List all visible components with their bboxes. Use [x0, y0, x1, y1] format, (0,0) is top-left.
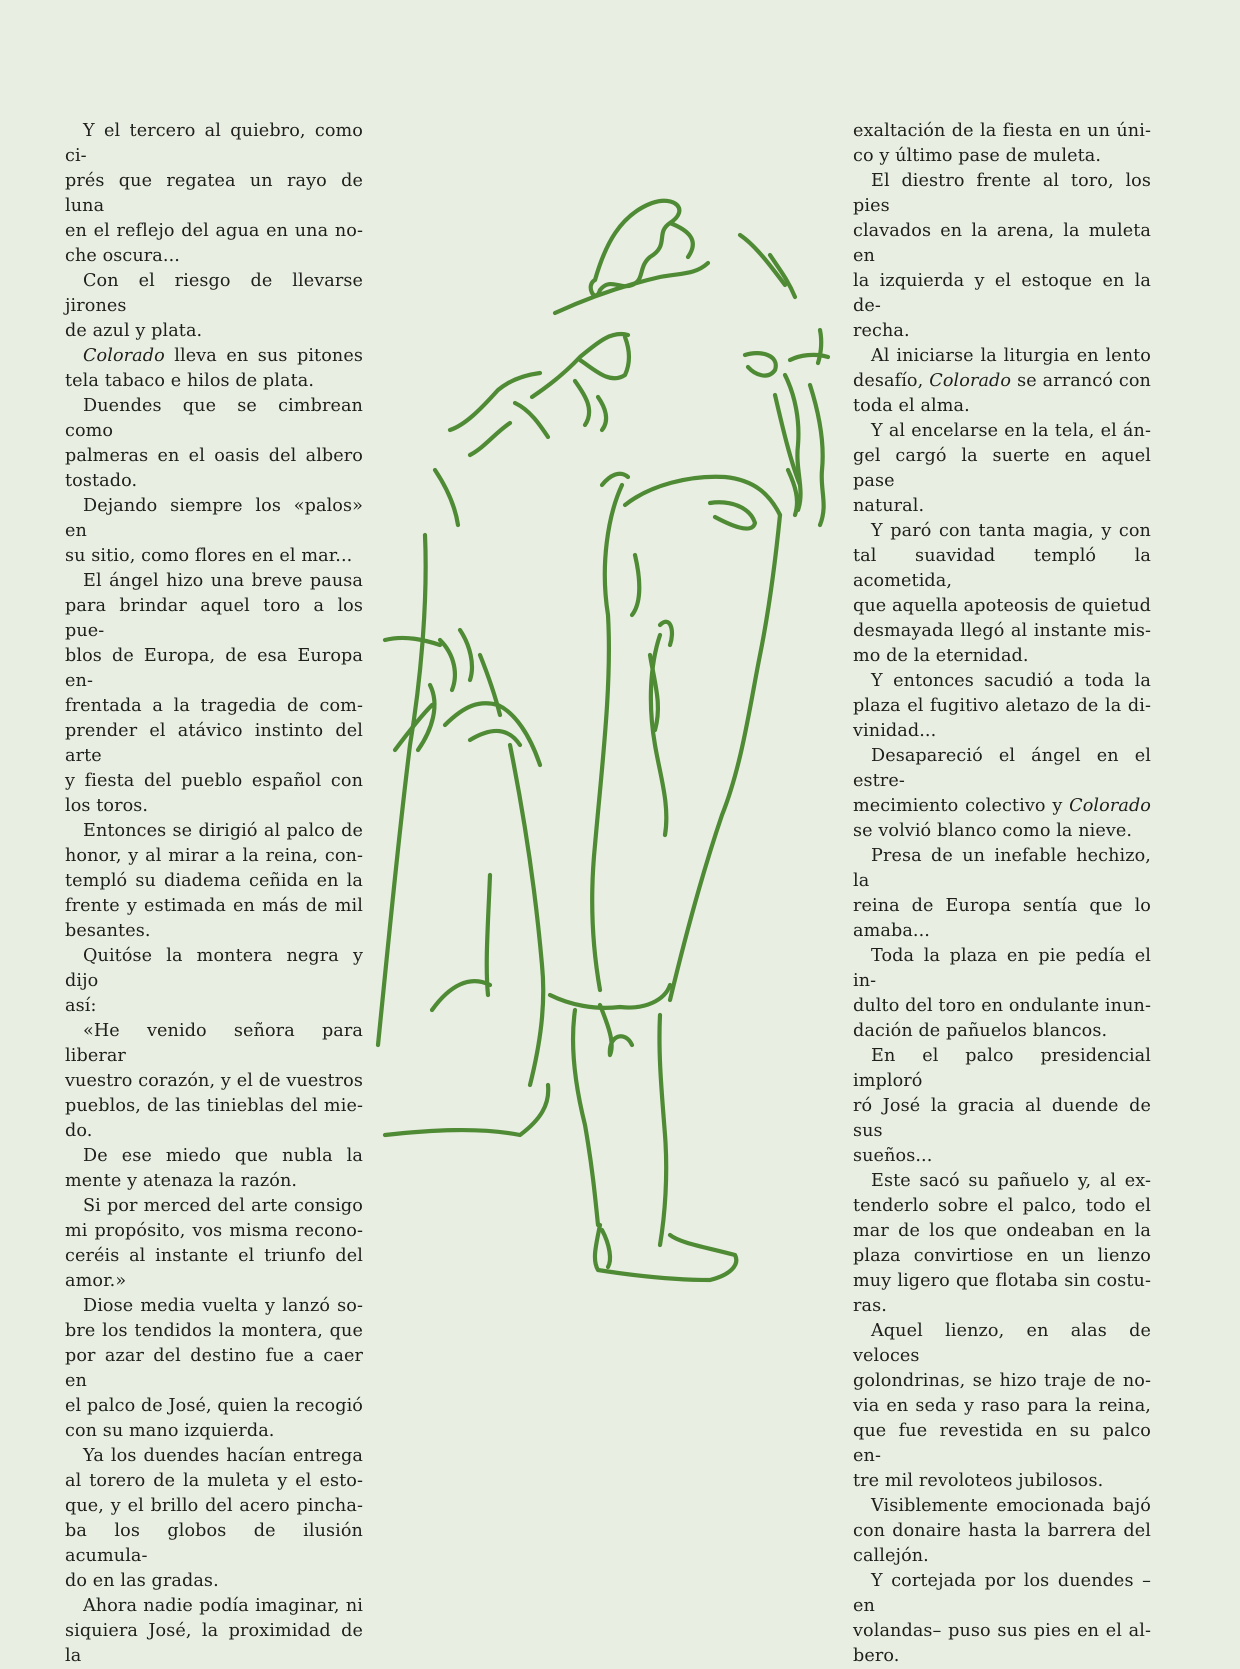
paragraph: [853, 1169, 1151, 1319]
paragraph: [65, 394, 363, 494]
text-line: Quitóse la montera negra y dijo: [65, 946, 363, 991]
paragraph: [65, 1194, 363, 1294]
text-line: pueblos, de las tinieblas del mie-: [65, 1096, 363, 1116]
text-line: do.: [65, 1121, 93, 1141]
text-line: Y al encelarse en la tela, el án-: [871, 421, 1151, 441]
text-line: que aquella apoteosis de quietud: [853, 596, 1151, 616]
text-line: desmayada llegó al instante mis-: [853, 621, 1151, 641]
text-line: Y cortejada por los duendes –en: [853, 1571, 1151, 1616]
text-line: Toda la plaza en pie pedía el in-: [853, 946, 1151, 991]
text-line: besantes.: [65, 921, 151, 941]
text-line: frente y estimada en más de mil: [65, 896, 363, 916]
paragraph: [65, 1594, 363, 1669]
text-line: co y último pase de muleta.: [853, 146, 1102, 166]
text-line: palmeras en el oasis del albero: [65, 446, 363, 466]
text-line: frentada a la tragedia de com-: [65, 696, 363, 716]
paragraph: [853, 119, 1151, 169]
text-line: bre los tendidos la montera, que: [65, 1321, 363, 1341]
text-line: De ese miedo que nubla la: [83, 1146, 363, 1166]
paragraph: [65, 819, 363, 944]
text-line: y fiesta del pueblo español con: [65, 771, 363, 791]
text-line: muy ligero que flotaba sin costu-: [853, 1271, 1151, 1291]
text-line: prés que regatea un rayo de luna: [65, 171, 363, 216]
paragraph: [65, 1019, 363, 1144]
text-line: toda el alma.: [853, 396, 970, 416]
emphasis: Colorado: [83, 346, 165, 366]
paragraph: [65, 569, 363, 819]
text-line: en el reflejo del agua en una no-: [65, 221, 363, 241]
text-line: Y paró con tanta magia, y con: [871, 521, 1151, 541]
text-line: Y el tercero al quiebro, como ci-: [65, 121, 363, 166]
text-line: siquiera José, la proximidad de la: [65, 1621, 363, 1666]
text-line: los toros.: [65, 796, 149, 816]
paragraph: [853, 1044, 1151, 1169]
right-text-column: [853, 119, 1151, 1669]
emphasis: Colorado: [1069, 796, 1151, 816]
text-line: tenderlo sobre el palco, todo el: [853, 1196, 1151, 1216]
text-line: Este sacó su pañuelo y, al ex-: [871, 1171, 1151, 1191]
text-line: «He venido señora para liberar: [65, 1021, 363, 1066]
text-line: su sitio, como flores en el mar...: [65, 546, 353, 566]
text-line: de azul y plata.: [65, 321, 203, 341]
bullfighter-sketch-icon: [370, 185, 850, 1295]
text-line: bero.: [853, 1646, 900, 1666]
text-line: honor, y al mirar a la reina, con-: [65, 846, 363, 866]
text-line: callejón.: [853, 1546, 929, 1566]
text-line: así:: [65, 996, 97, 1016]
paragraph: [65, 344, 363, 394]
text-line: mecimiento colectivo y Colorado: [853, 796, 1151, 816]
text-line: dación de pañuelos blancos.: [853, 1021, 1108, 1041]
paragraph: [853, 344, 1151, 419]
text-line: tostado.: [65, 471, 138, 491]
text-line: mo de la eternidad.: [853, 646, 1029, 666]
text-line: mente y atenaza la razón.: [65, 1171, 298, 1191]
paragraph: [853, 1319, 1151, 1494]
text-line: blos de Europa, de esa Europa en-: [65, 646, 363, 691]
text-line: Dejando siempre los «palos» en: [65, 496, 363, 541]
paragraph: [65, 944, 363, 1019]
text-line: ró José la gracia al duende de sus: [853, 1096, 1151, 1141]
text-line: Colorado lleva en sus pitones: [83, 346, 363, 366]
paragraph: [853, 1494, 1151, 1569]
text-line: que, y el brillo del acero pincha-: [65, 1496, 363, 1516]
text-line: clavados en la arena, la muleta en: [853, 221, 1151, 266]
paragraph: [853, 169, 1151, 344]
text-line: plaza el fugitivo aletazo de la di-: [853, 696, 1151, 716]
paragraph: [65, 119, 363, 269]
text-line: che oscura...: [65, 246, 180, 266]
text-line: para brindar aquel toro a los pue-: [65, 596, 363, 641]
text-line: ba los globos de ilusión acumula-: [65, 1521, 363, 1566]
text-line: tela tabaco e hilos de plata.: [65, 371, 315, 391]
text-line: via en seda y raso para la reina,: [853, 1396, 1151, 1416]
paragraph: [65, 269, 363, 344]
text-line: Desapareció el ángel en el estre-: [853, 746, 1151, 791]
paragraph: [853, 844, 1151, 944]
text-line: golondrinas, se hizo traje de no-: [853, 1371, 1151, 1391]
text-line: Presa de un inefable hechizo, la: [853, 846, 1151, 891]
text-line: ras.: [853, 1296, 887, 1316]
text-line: tal suavidad templó la acometida,: [853, 546, 1151, 591]
text-line: plaza convirtiose en un lienzo: [853, 1246, 1151, 1266]
text-line: por azar del destino fue a caer en: [65, 1346, 363, 1391]
text-line: reina de Europa sentía que lo: [853, 896, 1151, 916]
text-line: Diose media vuelta y lanzó so-: [83, 1296, 363, 1316]
text-line: templó su diadema ceñida en la: [65, 871, 363, 891]
text-line: desafío, Colorado se arrancó con: [853, 371, 1151, 391]
text-line: Entonces se dirigió al palco de: [83, 821, 363, 841]
text-line: exaltación de la fiesta en un úni-: [853, 121, 1151, 141]
text-line: con su mano izquierda.: [65, 1421, 275, 1441]
text-line: vinidad...: [853, 721, 937, 741]
text-line: con donaire hasta la barrera del: [853, 1521, 1151, 1541]
text-line: Si por merced del arte consigo: [83, 1196, 363, 1216]
text-line: dulto del toro en ondulante inun-: [853, 996, 1151, 1016]
text-line: El diestro frente al toro, los pies: [853, 171, 1151, 216]
text-line: volandas– puso sus pies en el al-: [853, 1621, 1151, 1641]
text-line: Al iniciarse la liturgia en lento: [871, 346, 1151, 366]
text-line: mi propósito, vos misma recono-: [65, 1221, 363, 1241]
text-line: gel cargó la suerte en aquel pase: [853, 446, 1151, 491]
text-line: se volvió blanco como la nieve.: [853, 821, 1133, 841]
paragraph: [65, 1144, 363, 1194]
paragraph: [853, 419, 1151, 519]
text-line: tre mil revoloteos jubilosos.: [853, 1471, 1104, 1491]
text-line: recha.: [853, 321, 910, 341]
text-line: Ya los duendes hacían entrega: [83, 1446, 363, 1466]
text-line: Con el riesgo de llevarse jirones: [65, 271, 363, 316]
text-line: En el palco presidencial imploró: [853, 1046, 1151, 1091]
text-line: al torero de la muleta y el esto-: [65, 1471, 363, 1491]
text-line: Ahora nadie podía imaginar, ni: [83, 1596, 363, 1616]
text-line: amor.»: [65, 1271, 127, 1291]
paragraph: [65, 1444, 363, 1594]
text-line: prender el atávico instinto del arte: [65, 721, 363, 766]
text-line: el palco de José, quien la recogió: [65, 1396, 364, 1416]
text-line: do en las gradas.: [65, 1571, 219, 1591]
paragraph: [853, 1569, 1151, 1669]
text-line: Aquel lienzo, en alas de veloces: [853, 1321, 1151, 1366]
bullfighter-illustration: [370, 185, 850, 1295]
text-line: ceréis al instante el triunfo del: [65, 1246, 363, 1266]
text-line: Duendes que se cimbrean como: [65, 396, 363, 441]
emphasis: Colorado: [929, 371, 1012, 391]
text-line: que fue revestida en su palco en-: [853, 1421, 1151, 1466]
text-line: mar de los que ondeaban en la: [853, 1221, 1151, 1241]
text-line: natural.: [853, 496, 925, 516]
text-line: la izquierda y el estoque en la de-: [853, 271, 1151, 316]
paragraph: [853, 519, 1151, 669]
paragraph: [853, 669, 1151, 744]
text-line: amaba...: [853, 921, 930, 941]
paragraph: [853, 944, 1151, 1044]
paragraph: [65, 494, 363, 569]
text-line: sueños...: [853, 1146, 933, 1166]
text-line: El ángel hizo una breve pausa: [83, 571, 363, 591]
left-text-column: [65, 119, 363, 1669]
text-line: Y entonces sacudió a toda la: [871, 671, 1151, 691]
paragraph: [853, 744, 1151, 844]
paragraph: [65, 1294, 363, 1444]
text-line: Visiblemente emocionada bajó: [871, 1496, 1151, 1516]
text-line: vuestro corazón, y el de vuestros: [65, 1071, 363, 1091]
